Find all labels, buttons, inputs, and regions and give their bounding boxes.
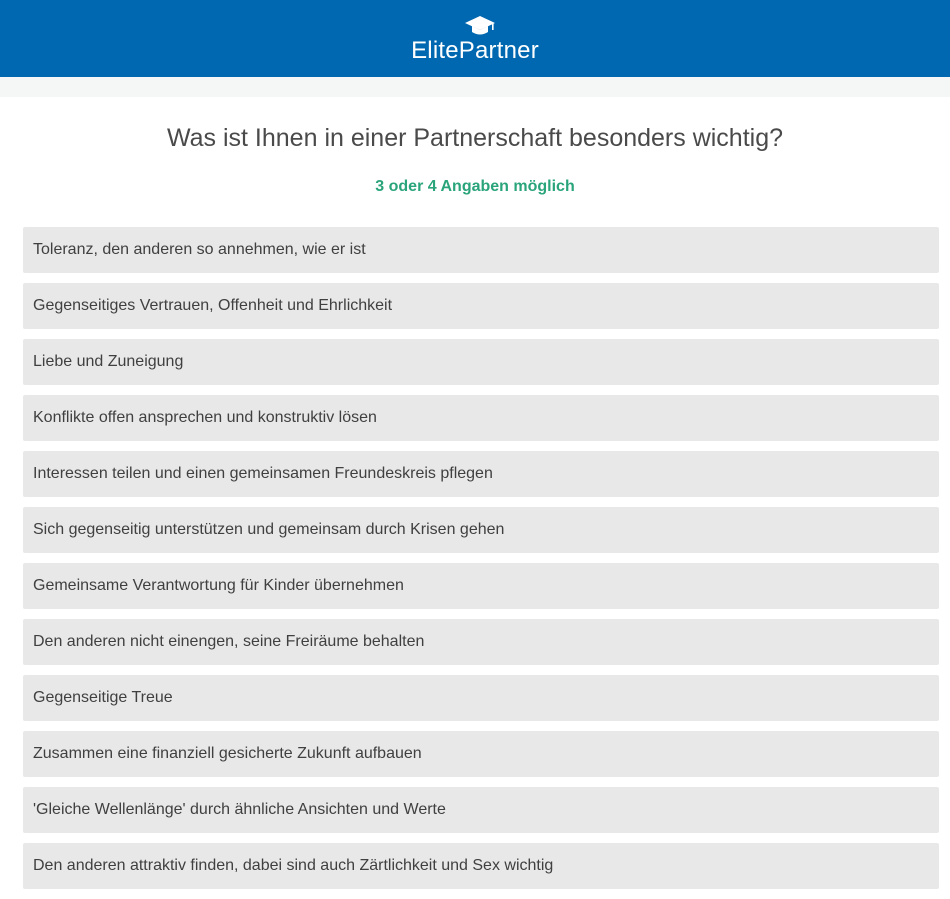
option-love[interactable]	[23, 339, 939, 385]
sub-header-band	[0, 77, 950, 97]
option-label: Zusammen eine finanziell gesicherte Zukunft aufbauen	[33, 745, 422, 762]
option-freedom[interactable]	[23, 619, 939, 665]
option-support[interactable]	[23, 507, 939, 553]
graduation-cap-icon	[464, 14, 496, 38]
option-tolerance[interactable]	[23, 227, 939, 273]
option-label: Den anderen nicht einengen, seine Freiräume behalten	[33, 633, 425, 650]
option-label: Sich gegenseitig unterstützen und gemeinsam durch Krisen gehen	[33, 521, 505, 538]
option-label: Den anderen attraktiv finden, dabei sind auch Zärtlichkeit und Sex wichtig	[33, 857, 554, 874]
question-title: Was ist Ihnen in einer Partnerschaft besonders wichtig?	[166, 124, 784, 152]
option-label: Liebe und Zuneigung	[33, 353, 184, 370]
option-finances[interactable]	[23, 731, 939, 777]
option-fidelity[interactable]	[23, 675, 939, 721]
header-bar	[0, 0, 950, 77]
option-interests[interactable]	[23, 451, 939, 497]
option-label: Gegenseitige Treue	[33, 689, 173, 706]
option-label: Interessen teilen und einen gemeinsamen Freundeskreis pflegen	[33, 465, 493, 482]
options-list	[23, 227, 939, 899]
option-label: Gegenseitiges Vertrauen, Offenheit und Ehrlichkeit	[33, 297, 393, 314]
option-label: 'Gleiche Wellenlänge' durch ähnliche Ansichten und Werte	[33, 801, 446, 818]
brand-logo-text[interactable]: ElitePartner	[411, 37, 539, 64]
option-attraction[interactable]	[23, 843, 939, 889]
option-label: Toleranz, den anderen so annehmen, wie er ist	[33, 241, 366, 258]
option-label: Gemeinsame Verantwortung für Kinder übernehmen	[33, 577, 404, 594]
option-label: Konflikte offen ansprechen und konstruktiv lösen	[33, 409, 377, 426]
option-children[interactable]	[23, 563, 939, 609]
option-wavelength[interactable]	[23, 787, 939, 833]
option-trust[interactable]	[23, 283, 939, 329]
selection-hint: 3 oder 4 Angaben möglich	[375, 178, 575, 195]
option-conflicts[interactable]	[23, 395, 939, 441]
